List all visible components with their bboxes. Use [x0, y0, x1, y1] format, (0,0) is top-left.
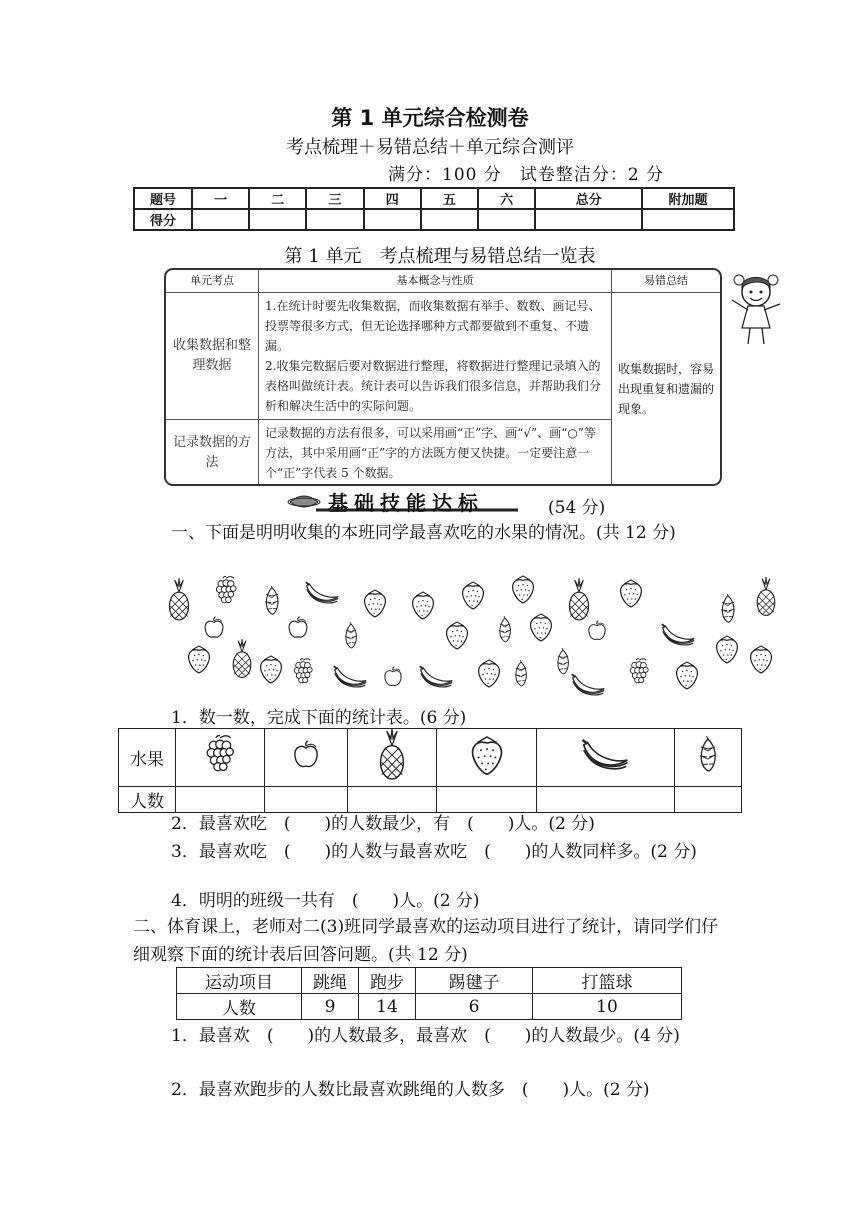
section-points: (54 分) — [548, 498, 606, 518]
section-banner-text: 基础技能达标 — [328, 491, 484, 515]
count-cell[interactable] — [674, 787, 741, 813]
score-header-cell: 总分 — [535, 188, 642, 209]
question-1-sub-2: 2．最喜欢吃 ( )的人数最少，有 ( )人。(2 分) — [171, 814, 595, 834]
sport-value: 9 — [302, 994, 359, 1020]
score-cell[interactable] — [364, 209, 421, 230]
sport-value: 10 — [533, 994, 682, 1020]
question-1-stem: 一、下面是明明收集的本班同学最喜欢吃的水果的情况。(共 12 分) — [171, 523, 676, 543]
strawberry-icon — [621, 580, 642, 607]
fruit-cell — [348, 729, 437, 787]
apple-icon — [385, 667, 401, 686]
score-header-cell: 四 — [364, 188, 421, 209]
summary-header: 单元考点 — [166, 270, 259, 293]
score-row-label: 得分 — [134, 209, 192, 230]
girl-cartoon-icon — [726, 270, 786, 350]
dragonfruit-icon — [515, 659, 527, 686]
summary-mistake: 收集数据时，容易出现重复和遗漏的现象。 — [612, 293, 721, 487]
banana-icon — [306, 582, 338, 603]
score-table — [133, 187, 735, 231]
summary-title: 第 1 单元 考点梳理与易错总结一览表 — [284, 246, 596, 267]
pineapple-icon — [757, 577, 775, 615]
score-header-cell: 一 — [192, 188, 249, 209]
sport-header: 打篮球 — [533, 968, 682, 994]
fruit-cell — [264, 729, 348, 787]
count-cell[interactable] — [176, 787, 265, 813]
score-cell[interactable] — [421, 209, 478, 230]
score-cell[interactable] — [192, 209, 249, 230]
strawberry-icon — [717, 636, 738, 663]
count-cell[interactable] — [264, 787, 348, 813]
sport-header: 跑步 — [359, 968, 416, 994]
fruit-cell — [674, 729, 741, 787]
pineapple-icon — [169, 578, 188, 620]
count-cell[interactable] — [348, 787, 437, 813]
question-2-stem: 二、体育课上，老师对二(3)班同学最喜欢的运动项目进行了统计，请同学们仔细观察下面的统计表后回答问题。(共 12 分) — [133, 917, 719, 965]
strawberry-icon — [751, 646, 772, 673]
grape-icon — [294, 659, 312, 683]
fruit-table-row-label: 水果 — [119, 729, 176, 787]
dragonfruit-icon — [721, 592, 734, 622]
sport-header: 运动项目 — [177, 968, 302, 994]
pineapple-icon — [233, 639, 251, 677]
fruit-cell — [437, 729, 537, 787]
summary-content: 记录数据的方法有很多，可以采用画“正”字、画“√”、画“○”等方法，其中采用画“正”字的方法既方便又快捷。一定要注意一个“正”字代表 5 个数据。 — [259, 420, 612, 487]
summary-header: 基本概念与性质 — [259, 270, 612, 293]
sport-header: 跳绳 — [302, 968, 359, 994]
fruit-scatter — [160, 570, 780, 700]
grape-icon — [630, 659, 648, 683]
grape-icon — [207, 736, 233, 771]
strawberry-icon — [472, 737, 501, 774]
question-2-sub-2: 2．最喜欢跑步的人数比最喜欢跳绳的人数多 ( )人。(2 分) — [171, 1080, 650, 1100]
score-header-cell: 三 — [306, 188, 363, 209]
score-header-cell: 附加题 — [642, 188, 734, 209]
count-cell[interactable] — [437, 787, 537, 813]
dragonfruit-icon — [499, 615, 511, 642]
sport-value: 14 — [359, 994, 416, 1020]
dragonfruit-icon — [700, 736, 716, 771]
strawberry-icon — [463, 582, 484, 609]
page-subtitle: 考点梳理＋易错总结＋单元综合测评 — [286, 137, 574, 158]
sport-row-label: 人数 — [177, 994, 302, 1020]
pineapple-icon — [569, 578, 588, 620]
apple-icon — [589, 621, 605, 640]
banana-icon — [583, 740, 628, 769]
score-cell[interactable] — [306, 209, 363, 230]
fruit-table — [118, 728, 742, 813]
count-cell[interactable] — [537, 787, 674, 813]
score-header-cell: 五 — [421, 188, 478, 209]
summary-content — [259, 293, 612, 420]
sport-header: 踢毽子 — [416, 968, 533, 994]
fruit-cell — [176, 729, 265, 787]
score-cell[interactable] — [642, 209, 734, 230]
apple-icon — [295, 741, 317, 767]
summary-topic: 收集数据和整理数据 — [166, 293, 259, 420]
sport-value: 6 — [416, 994, 533, 1020]
dragonfruit-icon — [557, 647, 569, 674]
summary-topic: 记录数据的方法 — [166, 420, 259, 487]
grape-icon — [216, 576, 236, 602]
question-1-sub-1: 1．数一数，完成下面的统计表。(6 分) — [171, 708, 467, 728]
strawberry-icon — [365, 590, 386, 617]
question-1-sub-3: 3．最喜欢吃 ( )的人数与最喜欢吃 ( )的人数同样多。(2 分) — [171, 842, 697, 862]
strawberry-icon — [413, 592, 434, 619]
dragonfruit-icon — [265, 584, 278, 614]
pineapple-icon — [381, 729, 404, 779]
score-cell[interactable] — [249, 209, 306, 230]
sport-table — [176, 967, 682, 1020]
summary-point: 2.收集完数据后要对数据进行整理，将数据进行整理记录填入的表格叫做统计表。统计表可以告诉我们很多信息，并帮助我们分析和解决生活中的实际问题。 — [265, 359, 602, 413]
fruit-cell — [537, 729, 674, 787]
summary-table-box — [164, 268, 722, 486]
dragonfruit-icon — [345, 621, 357, 648]
score-header-cell: 题号 — [134, 188, 192, 209]
strawberry-icon — [447, 622, 468, 649]
strawberry-icon — [261, 656, 282, 683]
summary-table — [166, 270, 720, 486]
banana-icon — [420, 666, 452, 687]
banana-icon — [662, 624, 694, 645]
fruit-table-row-label: 人数 — [119, 787, 176, 813]
score-header-cell: 六 — [478, 188, 535, 209]
apple-icon — [205, 617, 223, 637]
score-header-cell: 二 — [249, 188, 306, 209]
score-cell[interactable] — [535, 209, 642, 230]
full-score-note: 满分：100 分 试卷整洁分：2 分 — [388, 165, 665, 185]
apple-icon — [289, 617, 307, 637]
summary-header: 易错总结 — [612, 270, 721, 293]
summary-point: 1.在统计时要先收集数据，而收集数据有举手、数数、画记号、投票等很多方式，但无论选择哪种方式都要做到不重复、不遗漏。 — [265, 299, 601, 353]
strawberry-icon — [677, 662, 698, 689]
banana-icon — [572, 674, 604, 695]
strawberry-icon — [531, 614, 552, 641]
banana-icon — [334, 666, 366, 687]
strawberry-icon — [479, 660, 500, 687]
question-1-sub-4: 4．明明的班级一共有 ( )人。(2 分) — [171, 891, 480, 911]
strawberry-icon — [189, 646, 210, 673]
page-title: 第 1 单元综合检测卷 — [331, 106, 529, 130]
score-cell[interactable] — [478, 209, 535, 230]
question-2-sub-1: 1．最喜欢 ( )的人数最多，最喜欢 ( )的人数最少。(4 分) — [171, 1026, 680, 1046]
strawberry-icon — [513, 576, 534, 603]
